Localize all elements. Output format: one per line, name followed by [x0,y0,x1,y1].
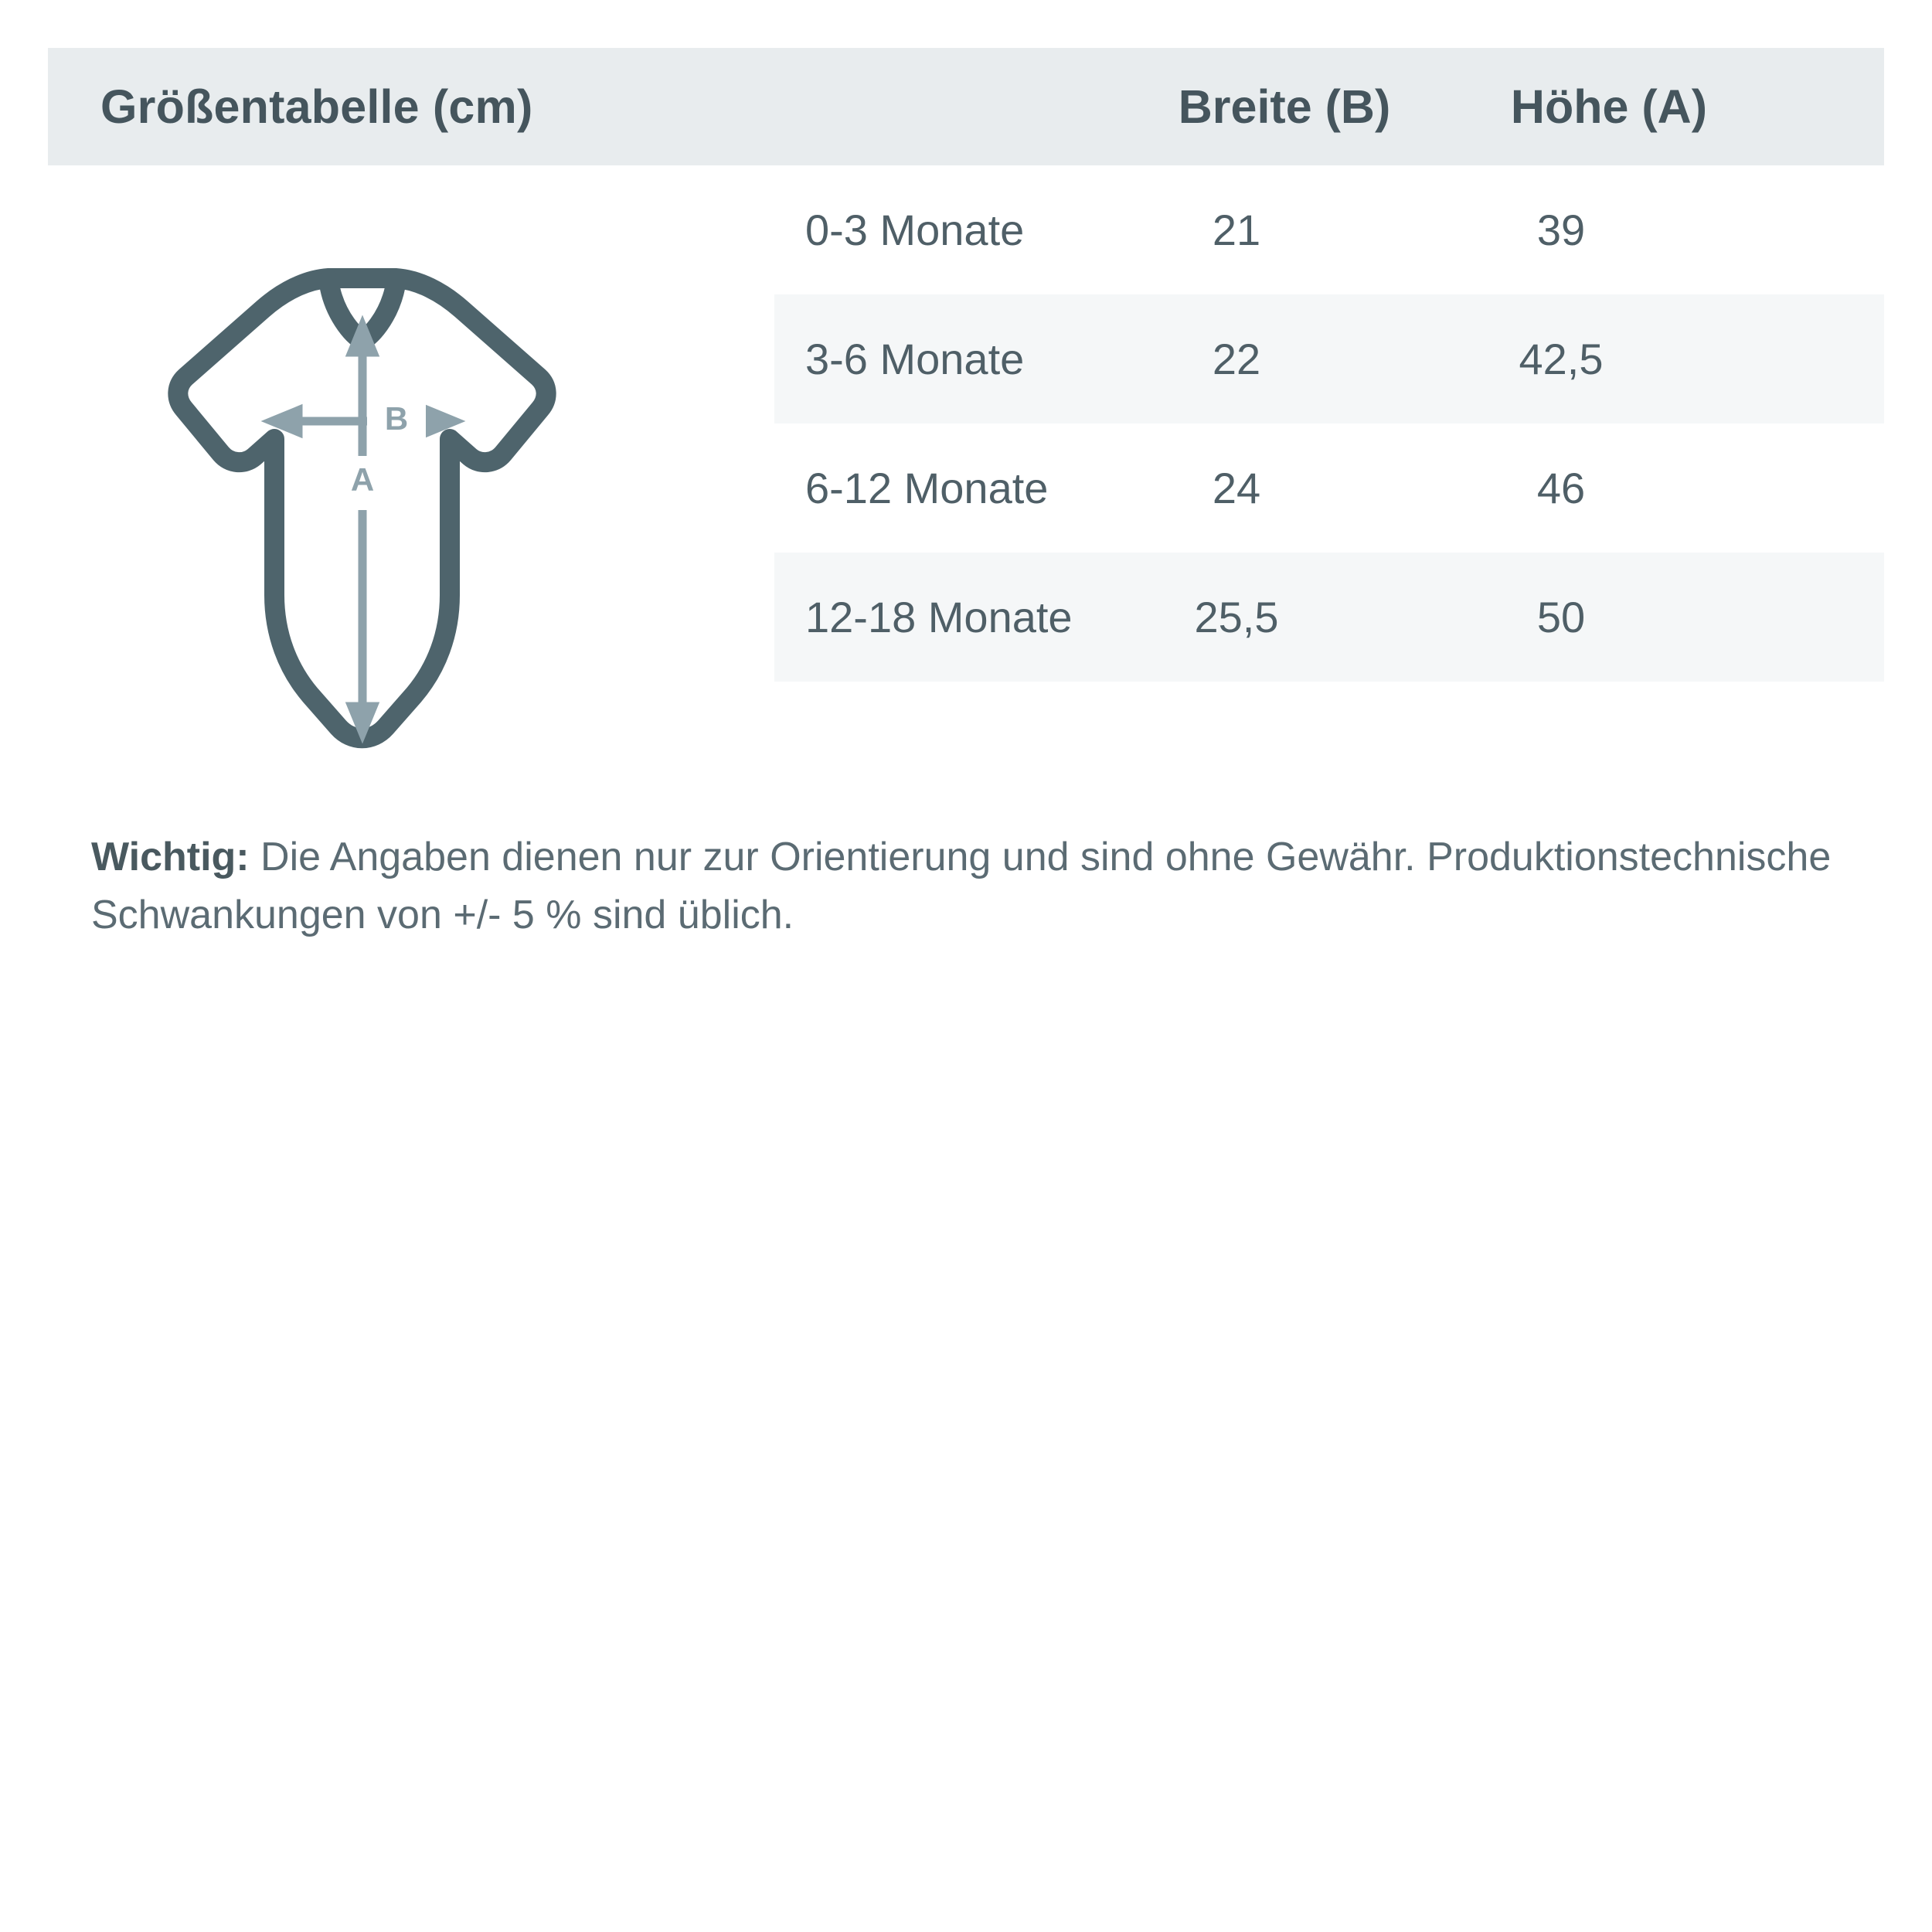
column-header-height: Höhe (A) [1510,80,1708,133]
label-height-a: A [350,461,375,498]
cell-size: 12-18 Monate [805,593,1073,641]
column-header-width: Breite (B) [1178,80,1391,133]
cell-height: 46 [1536,464,1586,512]
table-row [774,423,1884,553]
disclaimer-lead: Wichtig: [91,835,250,879]
size-table [774,165,1884,682]
cell-size: 0-3 Monate [805,206,1025,254]
cell-width: 21 [1212,206,1261,254]
cell-size: 3-6 Monate [805,335,1025,383]
disclaimer-text: Die Angaben dienen nur zur Orientierung und sind ohne Gewähr. Produktionstechnische Schwankungen von +/- 5 % sind üblich. [91,835,1832,938]
disclaimer-note [91,828,1869,945]
table-row [774,294,1884,423]
cell-height: 39 [1536,206,1586,254]
cell-height: 50 [1536,593,1586,641]
table-header [48,48,1884,165]
cell-width: 25,5 [1194,593,1279,641]
table-row [774,553,1884,682]
cell-width: 24 [1212,464,1261,512]
page-title: Größentabelle (cm) [100,80,533,133]
label-width-b: B [384,400,409,437]
table-row [774,165,1884,294]
cell-width: 22 [1212,335,1261,383]
cell-height: 42,5 [1519,335,1604,383]
bodysuit-illustration [139,232,680,788]
cell-size: 6-12 Monate [805,464,1049,512]
